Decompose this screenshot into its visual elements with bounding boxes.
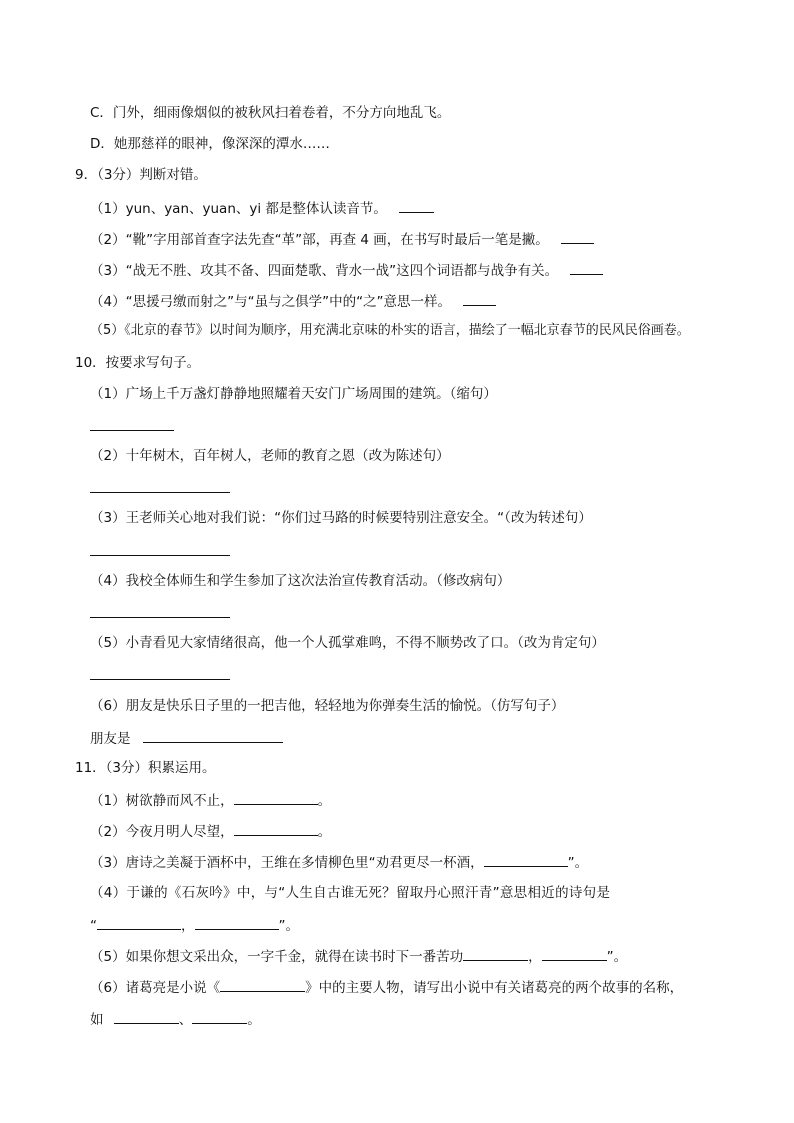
q11-title: 11．（3分）积累运用。 bbox=[75, 760, 216, 776]
q10-title: 10．按要求写句子。 bbox=[75, 355, 201, 371]
answer-line[interactable] bbox=[90, 617, 230, 618]
answer-blank[interactable] bbox=[114, 1009, 179, 1024]
q9-item-5: （5）《北京的春节》以时间为顺序，用充满北京味的朴实的语言，描绘了一幅北京春节的民风民俗画卷。 bbox=[90, 323, 690, 338]
q11-item-6-answer: 如 、 。 bbox=[90, 1009, 261, 1029]
q8-option-d: D．她那慈祥的眼神，像深深的潭水…… bbox=[90, 136, 330, 152]
q10-item-1: （1）广场上千万盏灯静静地照耀着天安门广场周围的建筑。（缩句） bbox=[90, 386, 497, 402]
answer-line[interactable] bbox=[90, 555, 230, 556]
q11-item-5: （5）如果你想文采出众，一字千金，就得在读书时下一番苦功 ， ”。 bbox=[90, 946, 627, 966]
answer-blank[interactable] bbox=[463, 946, 528, 961]
q9-item-2: （2）“靴”字用部首查字法先查“革”部，再查 4 画，在书写时最后一笔是撇。 bbox=[90, 229, 594, 249]
answer-blank[interactable] bbox=[542, 946, 607, 961]
q11-item-1: （1）树欲静而风不止， 。 bbox=[90, 790, 331, 810]
answer-blank[interactable] bbox=[97, 915, 181, 930]
q10-item-6-answer: 朋友是 bbox=[90, 728, 283, 748]
q10-item-6: （6）朋友是快乐日子里的一把吉他，轻轻地为你弹奏生活的愉悦。（仿写句子） bbox=[90, 698, 565, 714]
answer-blank[interactable] bbox=[561, 229, 594, 244]
q9-item-4: （4）“思援弓缴而射之”与“虽与之俱学”中的“之”意思一样。 bbox=[90, 291, 496, 311]
q10-item-2: （2）十年树木，百年树人，老师的教育之恩（改为陈述句） bbox=[90, 448, 450, 464]
answer-blank[interactable] bbox=[570, 260, 603, 275]
q9-title: 9．（3分）判断对错。 bbox=[75, 167, 207, 183]
answer-blank[interactable] bbox=[143, 728, 283, 743]
answer-blank[interactable] bbox=[234, 790, 318, 805]
answer-blank[interactable] bbox=[192, 1009, 247, 1024]
answer-blank[interactable] bbox=[463, 291, 496, 306]
answer-line[interactable] bbox=[90, 679, 230, 680]
q9-item-1: （1）yun、yan、yuan、yi 都是整体认读音节。 bbox=[90, 198, 434, 218]
q9-item-3: （3）“战无不胜、攻其不备、四面楚歌、背水一战”这四个词语都与战争有关。 bbox=[90, 260, 603, 280]
answer-line[interactable] bbox=[90, 492, 230, 493]
q11-item-4-answer: “ ， ”。 bbox=[90, 915, 299, 935]
answer-blank[interactable] bbox=[399, 198, 434, 213]
answer-blank[interactable] bbox=[220, 977, 305, 992]
answer-blank[interactable] bbox=[195, 915, 279, 930]
q11-item-2: （2）今夜月明人尽望， 。 bbox=[90, 821, 331, 841]
q10-item-3: （3）王老师关心地对我们说：“你们过马路的时候要特别注意安全。“（改为转述句） bbox=[90, 510, 592, 526]
q8-option-c: C．门外，细雨像烟似的被秋风扫着卷着，不分方向地乱飞。 bbox=[90, 105, 451, 121]
answer-line[interactable] bbox=[90, 430, 174, 431]
q10-item-5: （5）小青看见大家情绪很高，他一个人孤掌难鸣，不得不顺势改了口。（改为肯定句） bbox=[90, 635, 605, 651]
q11-item-4: （4）于谦的《石灰吟》中，与“人生自古谁无死？留取丹心照汗青”意思相近的诗句是 bbox=[90, 885, 611, 901]
q11-item-6: （6）诸葛亮是小说《 》中的主要人物，请写出小说中有关诸葛亮的两个故事的名称， bbox=[90, 977, 683, 997]
q11-item-3: （3）唐诗之美凝于酒杯中，王维在多情柳色里“劝君更尽一杯酒， ”。 bbox=[90, 852, 588, 872]
q10-item-4: （4）我校全体师生和学生参加了这次法治宣传教育活动。（修改病句） bbox=[90, 573, 511, 589]
answer-blank[interactable] bbox=[234, 821, 318, 836]
answer-blank[interactable] bbox=[484, 852, 568, 867]
